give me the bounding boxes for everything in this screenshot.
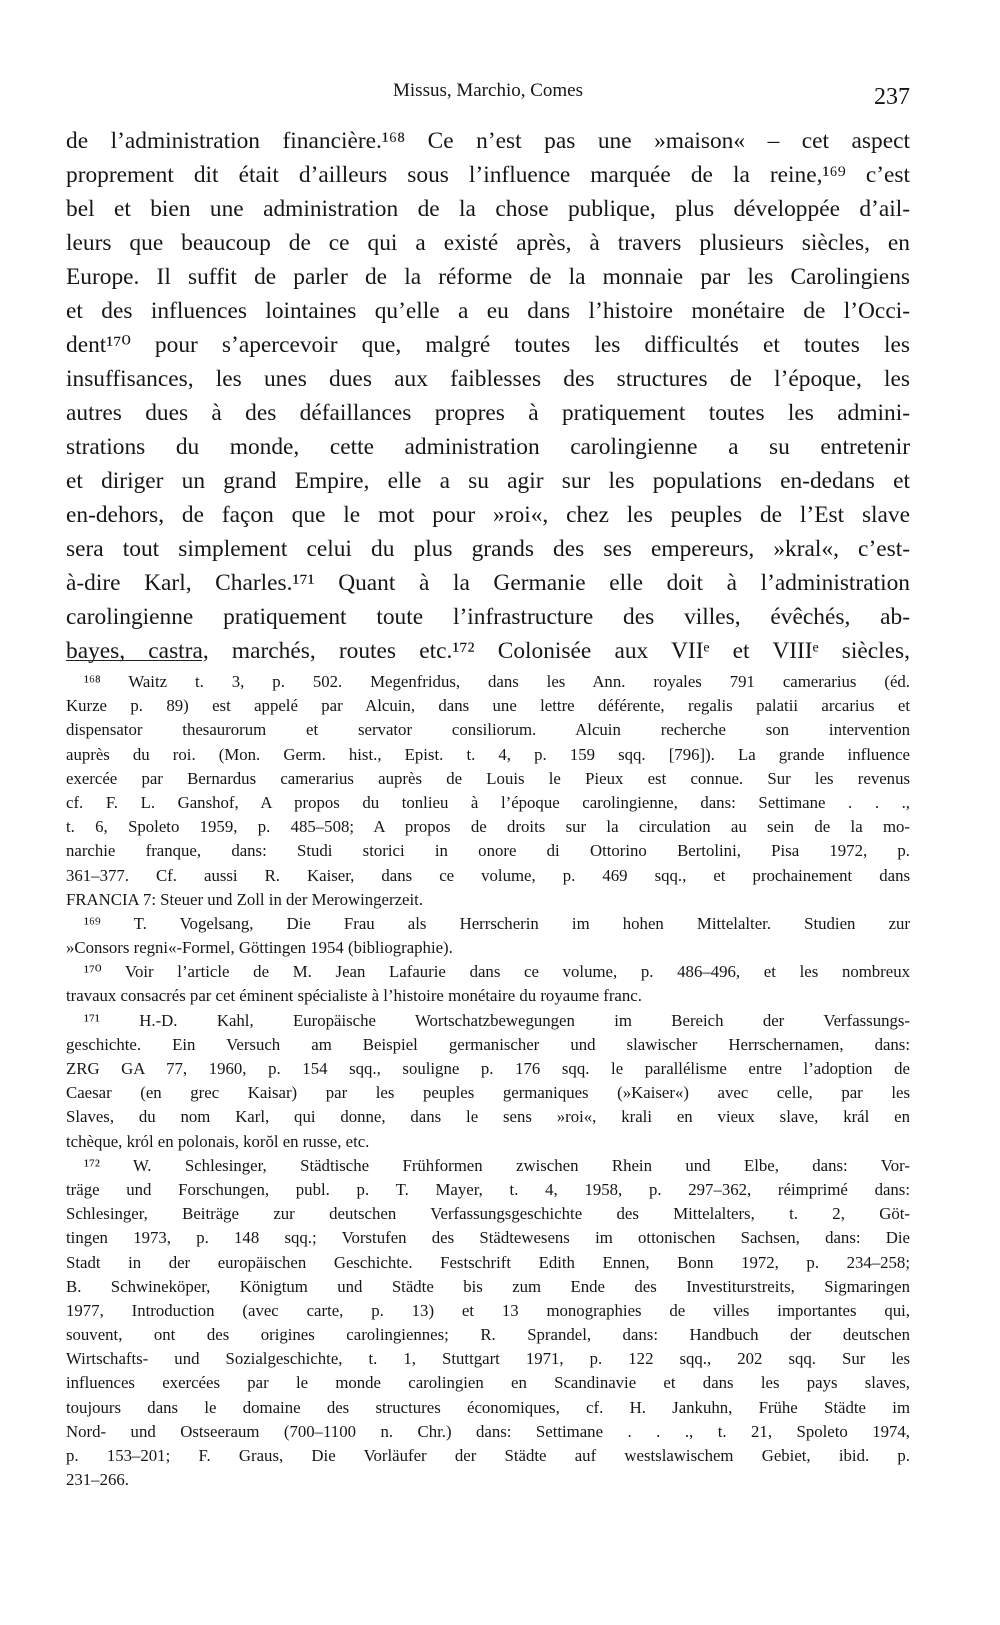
footnote-line: souvent, ont des origines carolingiennes; R. Sprandel, dans: Handbuch der deutschen (66, 1325, 910, 1345)
footnote-line: 361–377. Cf. aussi R. Kaiser, dans ce volume, p. 469 sqq., et prochainement dans (66, 865, 910, 885)
footnote-line: tingen 1973, p. 148 sqq.; Vorstufen des Städtewesens im ottonischen Sachsen, dans: Die (66, 1228, 910, 1248)
footnote-171: ¹⁷¹ H.-D. Kahl, Europäische Wortschatzbewegungen im Bereich der Verfassungs- (84, 1010, 910, 1030)
footnote-line: 231–266. (66, 1470, 129, 1490)
footnote-line: geschichte. Ein Versuch am Beispiel germanischer und slawischer Herrschernamen, dans: (66, 1034, 910, 1054)
footnote-line: auprès du roi. (Mon. Germ. hist., Epist. t. 4, p. 159 sqq. [796]). La grande influence (66, 744, 910, 764)
body-text (66, 124, 910, 668)
body-line: carolingienne pratiquement toute l’infrastructure des villes, évêchés, ab- (66, 604, 910, 630)
footnote-line: Caesar (en grec Kaisar) par les peuples germaniques (»Kaiser«) avec celle, par les (66, 1083, 910, 1103)
body-line: Europe. Il suffit de parler de la réforme de la monnaie par les Carolingiens (66, 264, 910, 290)
footnote-separator (66, 660, 202, 661)
footnote-line: cf. F. L. Ganshof, A propos du tonlieu à l’époque carolingienne, dans: Settimane . . ., (66, 792, 910, 812)
body-line: et diriger un grand Empire, elle a su agir sur les populations en-dedans et (66, 468, 910, 494)
footnote-line: Wirtschafts- und Sozialgeschichte, t. 1, Stuttgart 1971, p. 122 sqq., 202 sqq. Sur les (66, 1349, 910, 1369)
footnote-line: Kurze p. 89) est appelé par Alcuin, dans une lettre déférente, regalis palatii arcarius et (66, 696, 910, 716)
footnote-line: t. 6, Spoleto 1959, p. 485–508; A propos de droits sur la circulation au sein de la mo- (66, 817, 910, 837)
footnote-line: Stadt in der europäischen Geschichte. Festschrift Edith Ennen, Bonn 1972, p. 234–258; (66, 1252, 910, 1272)
footnote-line: exercée par Bernardus camerarius auprès de Louis le Pieux est connue. Sur les revenus (66, 768, 910, 788)
body-line: proprement dit était d’ailleurs sous l’influence marquée de la reine,¹⁶⁹ c’est (66, 162, 910, 188)
footnote-line: p. 153–201; F. Graus, Die Vorläufer der Städte auf westslawischem Gebiet, ibid. p. (66, 1446, 910, 1465)
footnote-line: ZRG GA 77, 1960, p. 154 sqq., souligne p. 176 sqq. le parallélisme entre l’adoption de (66, 1059, 910, 1078)
footnote-172: ¹⁷² W. Schlesinger, Städtische Frühformen zwischen Rhein und Elbe, dans: Vor- (84, 1155, 910, 1175)
footnote-line: Schlesinger, Beiträge zur deutschen Verfassungsgeschichte des Mittelalters, t. 2, Göt- (66, 1204, 910, 1224)
body-line: en-dehors, de façon que le mot pour »roi«, chez les peuples de l’Est slave (66, 502, 910, 528)
body-line: sera tout simplement celui du plus grands des ses empereurs, »kral«, c’est- (66, 536, 910, 562)
footnotes (66, 670, 910, 1492)
footnote-169: ¹⁶⁹ T. Vogelsang, Die Frau als Herrscherin im hohen Mittelalter. Studien zur (84, 913, 910, 933)
footnote-line: FRANCIA 7: Steuer und Zoll in der Merowingerzeit. (66, 889, 424, 909)
body-line: bayes, castra, marchés, routes etc.¹⁷² Colonisée aux VIIᵉ et VIIIᵉ siècles, (66, 638, 910, 664)
body-line: bel et bien une administration de la chose publique, plus développée d’ail- (66, 196, 910, 222)
body-line: insuffisances, les unes dues aux faiblesses des structures de l’époque, les (66, 366, 910, 392)
footnote-line: narchie franque, dans: Studi storici in onore di Ottorino Bertolini, Pisa 1972, p. (66, 841, 910, 861)
footnote-line: tchèque, król en polonais, korŏl en russe, etc. (66, 1131, 370, 1151)
footnote-line: träge und Forschungen, publ. p. T. Mayer, t. 4, 1958, p. 297–362, réimprimé dans: (66, 1179, 910, 1199)
footnote-line: »Consors regni«-Formel, Göttingen 1954 (bibliographie). (66, 938, 453, 958)
body-line: à-dire Karl, Charles.¹⁷¹ Quant à la Germanie elle doit à l’administration (66, 570, 910, 596)
body-line: et des influences lointaines qu’elle a eu dans l’histoire monétaire de l’Occi- (66, 298, 910, 324)
footnote-170: ¹⁷⁰ Voir l’article de M. Jean Lafaurie dans ce volume, p. 486–496, et les nombreux (84, 962, 910, 982)
body-line: dent¹⁷⁰ pour s’apercevoir que, malgré toutes les difficultés et toutes les (66, 332, 910, 358)
footnote-line: dispensator thesaurorum et servator consiliorum. Alcuin recherche son intervention (66, 720, 910, 740)
footnote-line: B. Schwineköper, Königtum und Städte bis zum Ende des Investiturstreits, Sigmaringen (66, 1276, 910, 1296)
footnote-line: Slaves, du nom Karl, qui donne, dans le sens »roi«, krali en vieux slave, král en (66, 1107, 910, 1127)
body-line: leurs que beaucoup de ce qui a existé après, à travers plusieurs siècles, en (66, 230, 910, 256)
body-line: autres dues à des défaillances propres à pratiquement toutes les admini- (66, 400, 910, 426)
footnote-line: 1977, Introduction (avec carte, p. 13) et 13 monographies de villes importantes qui, (66, 1300, 910, 1320)
footnote-line: travaux consacrés par cet éminent spécialiste à l’histoire monétaire du royaume franc. (66, 986, 642, 1006)
page-number: 237 (874, 84, 910, 110)
body-line: strations du monde, cette administration carolingienne a su entretenir (66, 434, 910, 460)
running-title: Missus, Marchio, Comes (393, 80, 583, 101)
page-header (66, 80, 910, 110)
footnote-line: influences exercées par le monde carolingien en Scandinavie et dans les pays slaves, (66, 1373, 910, 1393)
footnote-168: ¹⁶⁸ Waitz t. 3, p. 502. Megenfridus, dans les Ann. royales 791 camerarius (éd. (84, 672, 910, 691)
body-line: de l’administration financière.¹⁶⁸ Ce n’est pas une »maison« – cet aspect (66, 128, 910, 154)
footnote-line: toujours dans le domaine des structures économiques, cf. H. Jankuhn, Frühe Städte im (66, 1397, 910, 1417)
footnote-line: Nord- und Ostseeraum (700–1100 n. Chr.) dans: Settimane . . ., t. 21, Spoleto 1974, (66, 1421, 910, 1441)
